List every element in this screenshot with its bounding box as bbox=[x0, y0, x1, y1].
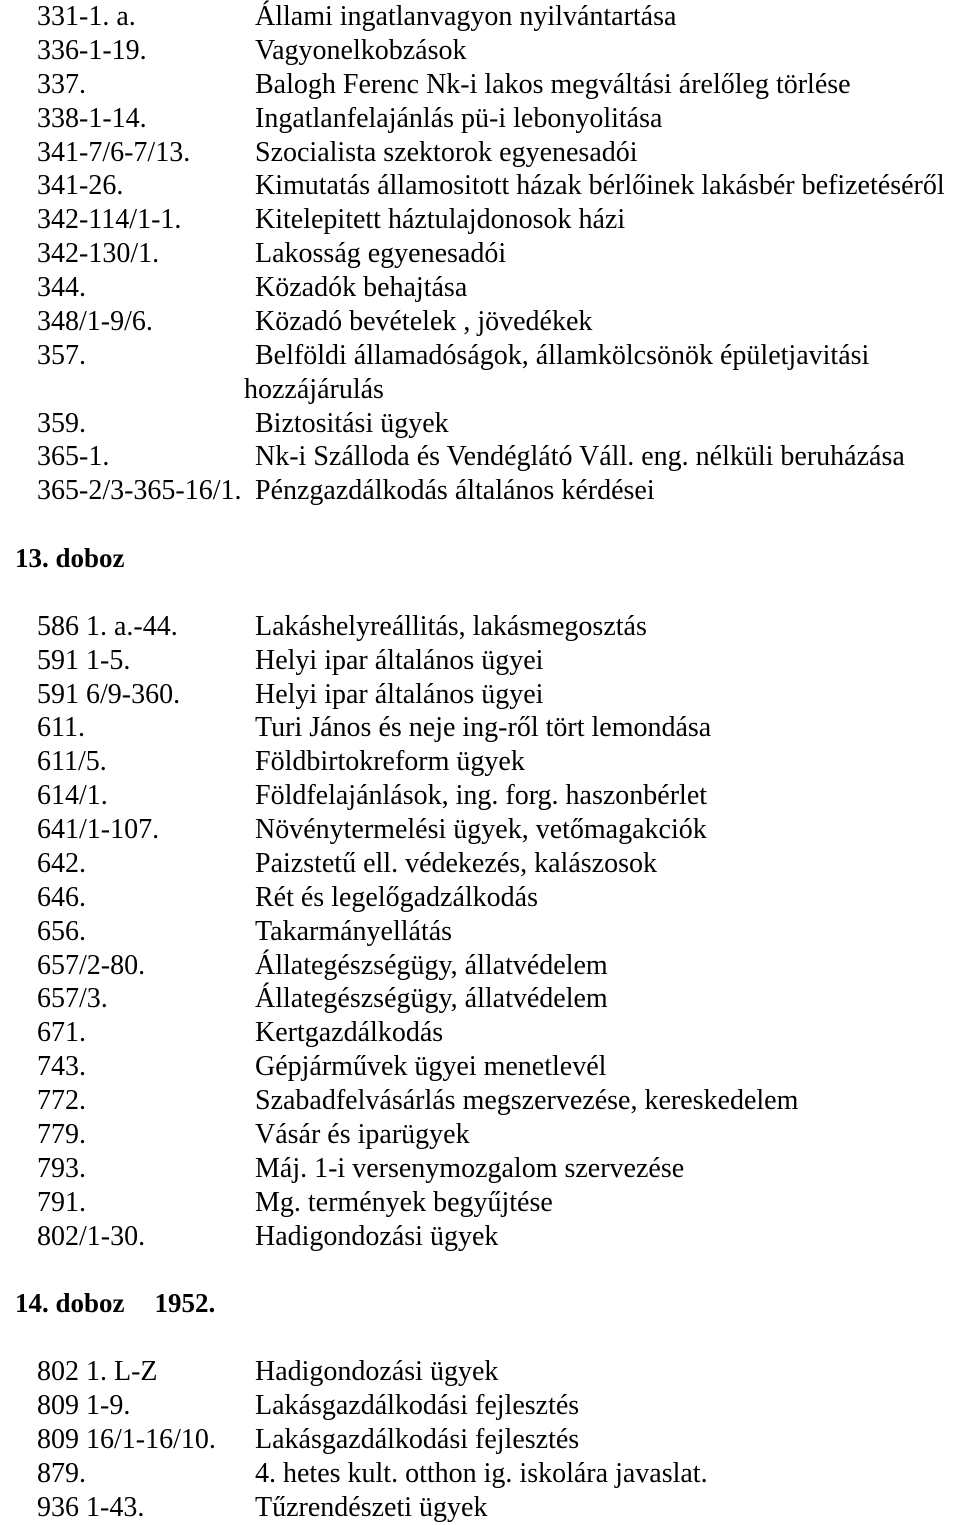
item-code: 365-2/3-365-16/1. bbox=[37, 475, 242, 507]
item-code: 342-130/1. bbox=[37, 238, 160, 270]
list-item bbox=[0, 203, 960, 237]
item-description: Állategészségügy, állatvédelem bbox=[255, 983, 608, 1015]
item-description: Lakásgazdálkodási fejlesztés bbox=[255, 1389, 580, 1421]
item-code: 357. bbox=[37, 339, 86, 371]
list-item bbox=[0, 169, 960, 203]
item-code: 641/1-107. bbox=[37, 814, 160, 845]
list-item bbox=[0, 779, 960, 813]
item-description: Helyi ipar általános ügyei bbox=[255, 644, 544, 676]
item-description: Turi János és neje ing-ről tört lemondása bbox=[255, 712, 712, 744]
item-description: Biztositási ügyek bbox=[255, 407, 449, 439]
item-description: Kimutatás államositott házak bérlőinek lakásbér befizetéséről bbox=[255, 170, 945, 202]
list-item bbox=[0, 1186, 960, 1220]
item-code: 586 1. a.-44. bbox=[37, 610, 178, 642]
item-code: 772. bbox=[37, 1085, 86, 1116]
list-item bbox=[0, 102, 960, 136]
list-item bbox=[0, 407, 960, 441]
item-description: Vagyonelkobzások bbox=[255, 34, 467, 66]
item-code: 656. bbox=[37, 915, 86, 947]
item-description: Tűzrendészeti ügyek bbox=[255, 1491, 488, 1523]
list-item bbox=[0, 68, 960, 102]
item-code: 611. bbox=[37, 712, 85, 744]
item-code: 342-114/1-1. bbox=[37, 204, 182, 236]
item-description: Paizstetű ell. védekezés, kalászosok bbox=[255, 847, 657, 879]
item-code: 791. bbox=[37, 1186, 86, 1218]
item-code: 338-1-14. bbox=[37, 102, 147, 134]
item-description: Hadigondozási ügyek bbox=[255, 1356, 499, 1387]
item-description: Növénytermelési ügyek, vetőmagakciók bbox=[255, 814, 707, 845]
list-item bbox=[0, 745, 960, 779]
item-description: Gépjárművek ügyei menetlevél bbox=[255, 1051, 607, 1083]
list-item bbox=[0, 1152, 960, 1186]
item-code: 657/2-80. bbox=[37, 949, 146, 981]
item-description: Lakásgazdálkodási fejlesztés bbox=[255, 1423, 580, 1455]
item-code: 642. bbox=[37, 847, 86, 879]
list-item bbox=[0, 305, 960, 339]
list-item bbox=[0, 34, 960, 68]
item-code: 341-7/6-7/13. bbox=[37, 136, 191, 168]
list-item bbox=[0, 1389, 960, 1423]
list-item bbox=[0, 915, 960, 949]
list-item bbox=[0, 474, 960, 508]
list-item bbox=[0, 1355, 960, 1389]
item-code: 337. bbox=[37, 68, 86, 100]
item-code: 591 6/9-360. bbox=[37, 678, 181, 710]
item-code: 344. bbox=[37, 272, 86, 303]
list-item bbox=[0, 0, 960, 34]
item-description: Közadók behajtása bbox=[255, 272, 468, 303]
item-description: Kertgazdálkodás bbox=[255, 1017, 444, 1049]
box-heading-label: 13. doboz bbox=[15, 543, 125, 573]
item-description: Helyi ipar általános ügyei bbox=[255, 678, 544, 710]
item-description: Balogh Ferenc Nk-i lakos megváltási árelőleg törlése bbox=[255, 68, 851, 100]
list-item bbox=[0, 982, 960, 1016]
item-code: 336-1-19. bbox=[37, 34, 147, 66]
item-description: Földfelajánlások, ing. forg. haszonbérlet bbox=[255, 780, 708, 812]
list-item bbox=[0, 440, 960, 474]
item-code: 809 1-9. bbox=[37, 1389, 131, 1421]
item-code: 802 1. L-Z bbox=[37, 1356, 158, 1387]
list-item bbox=[0, 271, 960, 305]
list-item bbox=[0, 1084, 960, 1118]
item-code: 591 1-5. bbox=[37, 644, 131, 676]
item-description: Nk-i Szálloda és Vendéglátó Váll. eng. nélküli beruházása bbox=[255, 441, 905, 473]
item-description: Lakosság egyenesadói bbox=[255, 238, 507, 270]
item-description: Földbirtokreform ügyek bbox=[255, 746, 525, 778]
item-code: 657/3. bbox=[37, 983, 108, 1015]
item-description: Ingatlanfelajánlás pü-i lebonyolitása bbox=[255, 102, 663, 134]
list-item bbox=[0, 1491, 960, 1525]
item-description: Hadigondozási ügyek bbox=[255, 1220, 499, 1252]
list-item bbox=[0, 644, 960, 678]
item-code: 809 16/1-16/10. bbox=[37, 1423, 216, 1455]
list-item bbox=[0, 949, 960, 983]
item-description: 4. hetes kult. otthon ig. iskolára javaslat. bbox=[255, 1457, 708, 1489]
item-code: 341-26. bbox=[37, 170, 124, 202]
list-item bbox=[0, 1016, 960, 1050]
item-description: Állami ingatlanvagyon nyilvántartása bbox=[255, 1, 677, 32]
list-item bbox=[0, 1220, 960, 1254]
item-code: 348/1-9/6. bbox=[37, 305, 153, 337]
item-description: Közadó bevételek , jövedékek bbox=[255, 305, 593, 337]
list-item bbox=[0, 847, 960, 881]
list-item bbox=[0, 1118, 960, 1152]
item-description: Máj. 1-i versenymozgalom szervezése bbox=[255, 1152, 685, 1184]
item-description: Állategészségügy, állatvédelem bbox=[255, 949, 608, 981]
box-heading-label: 14. doboz bbox=[15, 1288, 125, 1319]
item-code: 879. bbox=[37, 1457, 86, 1489]
list-item bbox=[0, 136, 960, 170]
item-code: 365-1. bbox=[37, 441, 110, 473]
box-heading bbox=[0, 542, 960, 576]
list-item bbox=[0, 1423, 960, 1457]
item-description: Vásár és iparügyek bbox=[255, 1118, 470, 1150]
list-item bbox=[0, 813, 960, 847]
item-description: Kitelepitett háztulajdonosok házi bbox=[255, 204, 626, 236]
item-description: Mg. termények begyűjtése bbox=[255, 1186, 553, 1218]
item-description-continuation: hozzájárulás bbox=[244, 373, 384, 405]
item-code: 793. bbox=[37, 1152, 86, 1184]
list-item bbox=[0, 881, 960, 915]
box-heading-year: 1952. bbox=[154, 1288, 216, 1319]
item-code: 936 1-43. bbox=[37, 1491, 145, 1523]
item-description: Lakáshelyreállitás, lakásmegosztás bbox=[255, 610, 647, 642]
item-description: Takarmányellátás bbox=[255, 915, 453, 947]
item-code: 671. bbox=[37, 1017, 86, 1049]
list-item bbox=[0, 711, 960, 745]
list-item bbox=[0, 237, 960, 271]
item-description: Pénzgazdálkodás általános kérdései bbox=[255, 475, 655, 507]
item-code: 611/5. bbox=[37, 746, 107, 778]
item-code: 779. bbox=[37, 1118, 86, 1150]
list-item bbox=[0, 610, 960, 644]
list-item bbox=[0, 678, 960, 712]
item-description: Szocialista szektorok egyenesadói bbox=[255, 136, 638, 168]
list-item bbox=[0, 1050, 960, 1084]
item-description: Rét és legelőgadzálkodás bbox=[255, 881, 539, 913]
item-description: Belföldi államadóságok, államkölcsönök épületjavitási bbox=[255, 339, 870, 371]
list-item bbox=[0, 339, 960, 373]
list-item bbox=[0, 1457, 960, 1491]
item-code: 359. bbox=[37, 407, 86, 439]
item-code: 646. bbox=[37, 881, 86, 913]
item-description: Szabadfelvásárlás megszervezése, kereskedelem bbox=[255, 1085, 799, 1116]
box-heading bbox=[0, 1287, 960, 1321]
item-code: 331-1. a. bbox=[37, 1, 136, 32]
item-code: 614/1. bbox=[37, 780, 108, 812]
item-code: 802/1-30. bbox=[37, 1220, 146, 1252]
item-code: 743. bbox=[37, 1051, 86, 1083]
